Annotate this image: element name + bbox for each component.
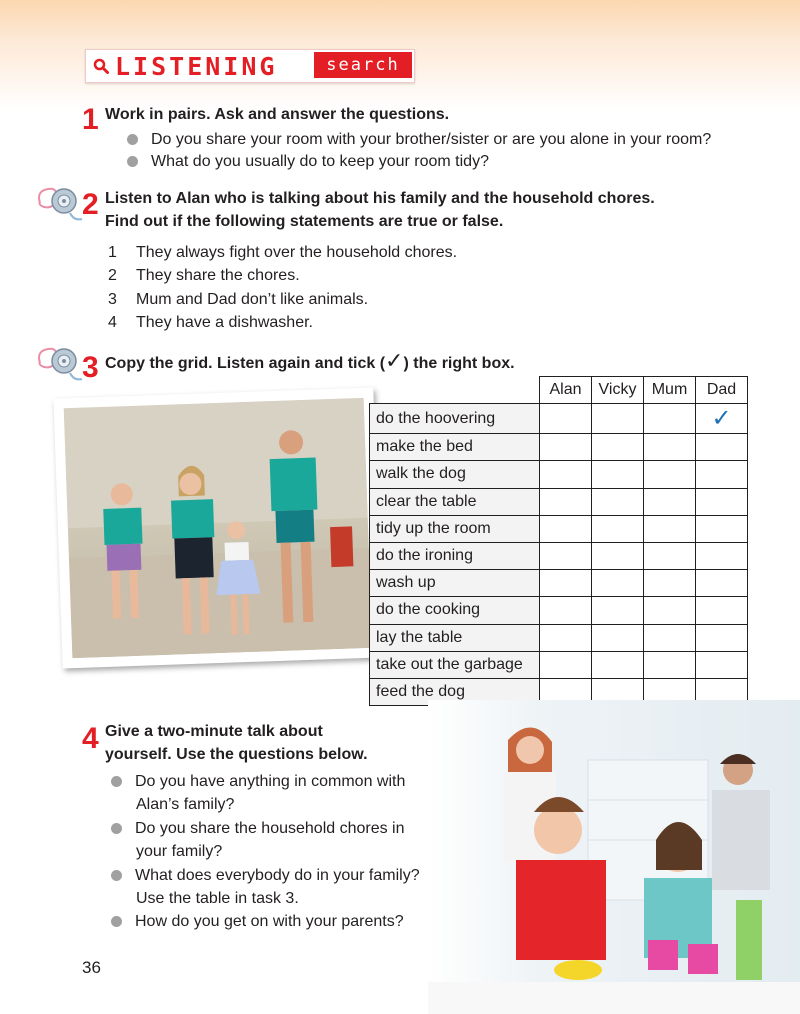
grid-cell[interactable] [644,404,696,434]
statement-text: They always fight over the household chores. [136,244,458,261]
grid-cell[interactable] [644,461,696,488]
statement-text: Mum and Dad don’t like animals. [136,291,369,308]
table-row [370,434,748,461]
grid-cell[interactable] [696,651,748,678]
chore-label: feed the dog [370,678,540,705]
grid-cell[interactable] [540,597,592,624]
task3-title-part: ) the right box. [403,355,515,372]
grid-corner [370,377,540,404]
grid-cell[interactable] [644,651,696,678]
grid-cell[interactable] [592,461,644,488]
bullet-icon [127,156,138,167]
grid-cell[interactable] [592,624,644,651]
bullet-text: Do you share your room with your brother/sister or are you alone in your room? [151,131,712,148]
bullet-text: What do you usually do to keep your room tidy? [151,153,489,170]
grid-cell[interactable] [696,488,748,515]
bullet-icon [111,916,122,927]
task3-title [105,350,515,375]
bullet-text-cont: Use the table in task 3. [136,890,299,907]
task4-bullet-3 [111,864,420,910]
statement-1 [108,241,457,264]
tick-icon: ✓ [385,348,404,373]
grid-cell[interactable] [696,461,748,488]
chore-label: walk the dog [370,461,540,488]
grid-cell[interactable] [696,542,748,569]
column-header: Mum [644,377,696,404]
table-row [370,542,748,569]
task1-bullet-2 [127,150,489,173]
statement-4 [108,311,313,334]
table-row [370,624,748,651]
table-row [370,404,748,434]
table-row [370,461,748,488]
chore-label: wash up [370,570,540,597]
grid-cell[interactable] [592,404,644,434]
column-header: Vicky [592,377,644,404]
task-number-1: 1 [82,103,99,136]
family-cleaning-illustration [428,700,800,1014]
page-number: 36 [82,958,101,977]
grid-cell[interactable] [540,624,592,651]
grid-cell[interactable] [540,488,592,515]
chore-label: take out the garbage [370,651,540,678]
bullet-icon [111,870,122,881]
task-number-2: 2 [82,188,99,221]
statement-text: They share the chores. [136,267,300,284]
grid-cell[interactable] [592,434,644,461]
bullet-text-cont: Alan’s family? [136,796,235,813]
table-row [370,488,748,515]
grid-cell[interactable] [696,515,748,542]
bullet-text: Do you share the household chores in [135,820,405,837]
bullet-text: Do you have anything in common with [135,773,406,790]
grid-cell[interactable] [592,488,644,515]
section-tag: search [314,52,412,78]
grid-cell[interactable] [540,570,592,597]
grid-cell[interactable] [644,488,696,515]
task4-bullet-2 [111,817,405,863]
task4-bullet-1 [111,770,405,816]
grid-cell[interactable] [592,515,644,542]
chore-label: tidy up the room [370,515,540,542]
grid-cell[interactable] [696,597,748,624]
grid-cell[interactable] [644,570,696,597]
grid-cell[interactable] [592,570,644,597]
grid-cell[interactable] [540,404,592,434]
table-row [370,515,748,542]
task2-title-line2: Find out if the following statements are true or false. [105,213,504,230]
grid-cell[interactable] [696,624,748,651]
statement-number: 3 [108,291,117,308]
chore-label: make the bed [370,434,540,461]
bullet-icon [111,776,122,787]
task4-title-line1: Give a two-minute talk about [105,723,323,740]
table-row [370,570,748,597]
chore-label: do the cooking [370,597,540,624]
grid-cell[interactable] [644,624,696,651]
chores-grid [369,376,748,706]
grid-cell[interactable] [540,515,592,542]
magnifier-icon [93,58,109,74]
statement-2 [108,264,300,287]
bullet-icon [111,823,122,834]
grid-cell[interactable] [696,434,748,461]
cleaning-photo [428,700,800,1014]
bullet-text-cont: your family? [136,843,223,860]
grid-cell[interactable] [592,597,644,624]
task-number-3: 3 [82,351,99,384]
grid-cell[interactable] [592,651,644,678]
table-row [370,597,748,624]
grid-cell[interactable] [696,570,748,597]
chore-label: clear the table [370,488,540,515]
task4-bullet-4 [111,910,404,933]
bullet-text: How do you get on with your parents? [135,913,404,930]
grid-cell[interactable] [644,542,696,569]
section-title: LISTENING [115,52,278,81]
family-photo [53,387,382,668]
table-row [370,651,748,678]
task4-title-line2: yourself. Use the questions below. [105,746,368,763]
grid-cell[interactable] [540,434,592,461]
grid-cell[interactable] [540,542,592,569]
statement-number: 4 [108,314,117,331]
task1-title: Work in pairs. Ask and answer the questions. [105,106,450,123]
grid-cell-tick[interactable]: ✓ [696,404,748,434]
grid-header-row [370,377,748,404]
statement-text: They have a dishwasher. [136,314,313,331]
task3-title-part: Copy the grid. Listen again and tick ( [105,355,386,372]
grid-cell[interactable] [540,651,592,678]
grid-cell[interactable] [644,597,696,624]
bullet-icon [127,134,138,145]
chore-label: do the hoovering [370,404,540,434]
grid-cell[interactable] [644,434,696,461]
family-photo-image [64,398,373,658]
task2-title-line1: Listen to Alan who is talking about his family and the household chores. [105,190,655,207]
task1-bullet-1 [127,128,711,151]
chore-label: do the ironing [370,542,540,569]
chore-label: lay the table [370,624,540,651]
column-header: Dad [696,377,748,404]
statement-number: 1 [108,244,117,261]
grid-cell[interactable] [644,515,696,542]
statement-number: 2 [108,267,117,284]
task-number-4: 4 [82,722,99,755]
grid-cell[interactable] [592,542,644,569]
family-walking-illustration [64,398,373,658]
statement-3 [108,288,368,311]
column-header: Alan [540,377,592,404]
bullet-text: What does everybody do in your family? [135,867,420,884]
grid-cell[interactable] [540,461,592,488]
